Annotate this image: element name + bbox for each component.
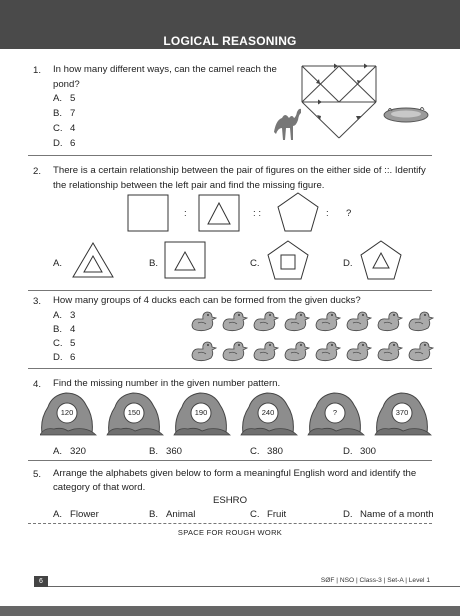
- rock-number: 240: [261, 408, 275, 417]
- rocks-drawing: [40, 391, 440, 439]
- rock-number: 150: [127, 408, 141, 417]
- separator-4: [28, 460, 432, 461]
- duck-icon: [223, 342, 247, 361]
- q4-option-b-value[interactable]: 360: [166, 446, 183, 457]
- q2-option-a-letter[interactable]: A.: [53, 258, 63, 269]
- rock-number: 120: [60, 408, 74, 417]
- figure-square: [126, 193, 172, 235]
- figure-square-with-triangle: [197, 193, 243, 235]
- header-bar: [0, 0, 460, 49]
- q4-number: 4.: [33, 379, 42, 390]
- q4-option-a-value[interactable]: 320: [70, 446, 87, 457]
- q1-number: 1.: [33, 65, 42, 76]
- q3-option-c-value[interactable]: 5: [70, 338, 76, 349]
- rock-number-pattern: [40, 391, 440, 439]
- q2-option-b-letter[interactable]: B.: [149, 258, 159, 269]
- q5-text-line2: category of that word.: [53, 482, 146, 493]
- q1-text-line1: In how many different ways, can the camel reach the: [53, 64, 277, 75]
- separator-1: [28, 155, 432, 156]
- q5-option-a-letter: A.: [53, 509, 63, 520]
- q2-option-d-figure[interactable]: [357, 238, 405, 284]
- rock-number: 190: [194, 408, 208, 417]
- q1-text-line2: pond?: [53, 79, 80, 90]
- q3-text: How many groups of 4 ducks each can be formed from the given ducks?: [53, 295, 361, 306]
- duck-icon: [254, 312, 278, 331]
- q4-option-d-letter: D.: [343, 446, 353, 457]
- q1-option-b-value[interactable]: 7: [70, 108, 76, 119]
- q5-text-line1: Arrange the alphabets given below to form a meaningful English word and identify the: [53, 468, 417, 479]
- pond-icon: [384, 108, 428, 123]
- q4-option-d-value[interactable]: 300: [360, 446, 377, 457]
- rock-number: 370: [395, 408, 409, 417]
- q2-text-line2: the relationship between the left pair and find the missing figure.: [53, 180, 325, 191]
- q5-option-b-letter: B.: [149, 509, 159, 520]
- q5-option-c-value[interactable]: Fruit: [267, 509, 287, 520]
- footer-text: SØF | NSO | Class-3 | Set-A | Level 1: [320, 577, 430, 584]
- q2-option-c-figure[interactable]: [264, 238, 312, 284]
- duck-icon: [409, 312, 433, 331]
- duck-icon: [285, 342, 309, 361]
- q3-option-b-letter: B.: [53, 324, 63, 335]
- duck-icon: [192, 312, 216, 331]
- q4-option-c-value[interactable]: 380: [267, 446, 284, 457]
- q5-option-d-value[interactable]: Name of a month: [360, 509, 434, 520]
- q3-option-c-letter: C.: [53, 338, 63, 349]
- q2-option-c-letter[interactable]: C.: [250, 258, 260, 269]
- q5-option-d-letter: D.: [343, 509, 353, 520]
- q1-option-a-letter: A.: [53, 93, 63, 104]
- q2-text-line1: There is a certain relationship between the pair of figures on the either side of ::. Identify: [53, 165, 426, 176]
- page-number: 6: [34, 576, 48, 587]
- q1-option-a-value[interactable]: 5: [70, 93, 76, 104]
- q5-number: 5.: [33, 469, 42, 480]
- q5-option-a-value[interactable]: Flower: [70, 509, 99, 520]
- colon-1: :: [184, 208, 187, 219]
- duck-icon: [192, 342, 216, 361]
- duck-icon: [254, 342, 278, 361]
- rough-work-divider: [28, 523, 432, 524]
- ducks-figure: [190, 308, 435, 366]
- footer-bottom-band: [0, 606, 460, 616]
- q1-option-b-letter: B.: [53, 108, 63, 119]
- figure-pentagon: [274, 190, 322, 236]
- duck-icon: [316, 312, 340, 331]
- q2-option-b-figure[interactable]: [163, 240, 209, 282]
- camel-path-figure: [268, 62, 430, 152]
- camel-icon: [274, 109, 301, 140]
- q5-option-c-letter: C.: [250, 509, 260, 520]
- q3-option-d-letter: D.: [53, 352, 63, 363]
- q4-text: Find the missing number in the given number pattern.: [53, 378, 281, 389]
- q3-option-a-letter: A.: [53, 310, 63, 321]
- q1-option-d-letter: D.: [53, 138, 63, 149]
- rock-number: ?: [332, 408, 338, 417]
- q2-option-d-letter[interactable]: D.: [343, 258, 353, 269]
- q5-option-b-value[interactable]: Animal: [166, 509, 196, 520]
- q3-option-d-value[interactable]: 6: [70, 352, 76, 363]
- duck-icon: [409, 342, 433, 361]
- duck-icon: [223, 312, 247, 331]
- q2-option-a-figure[interactable]: [70, 240, 116, 280]
- duck-icon: [378, 342, 402, 361]
- q1-option-c-value[interactable]: 4: [70, 123, 76, 134]
- q1-option-c-letter: C.: [53, 123, 63, 134]
- footer-rule: [48, 586, 460, 587]
- q5-scrambled-word: ESHRO: [212, 495, 248, 506]
- duck-icon: [347, 342, 371, 361]
- separator-3: [28, 368, 432, 369]
- separator-2: [28, 290, 432, 291]
- q3-option-a-value[interactable]: 3: [70, 310, 76, 321]
- q4-option-a-letter: A.: [53, 446, 63, 457]
- duck-icon: [378, 312, 402, 331]
- q1-option-d-value[interactable]: 6: [70, 138, 76, 149]
- q3-number: 3.: [33, 296, 42, 307]
- duck-icon: [316, 342, 340, 361]
- duck-icon: [347, 312, 371, 331]
- q4-option-b-letter: B.: [149, 446, 159, 457]
- section-title: LOGICAL REASONING: [163, 34, 297, 48]
- q2-number: 2.: [33, 166, 42, 177]
- q4-option-c-letter: C.: [250, 446, 260, 457]
- missing-figure-mark: ?: [346, 208, 352, 219]
- double-colon: : :: [253, 208, 261, 219]
- rough-work-label: SPACE FOR ROUGH WORK: [177, 528, 283, 537]
- colon-2: :: [326, 208, 329, 219]
- duck-icon: [285, 312, 309, 331]
- q3-option-b-value[interactable]: 4: [70, 324, 76, 335]
